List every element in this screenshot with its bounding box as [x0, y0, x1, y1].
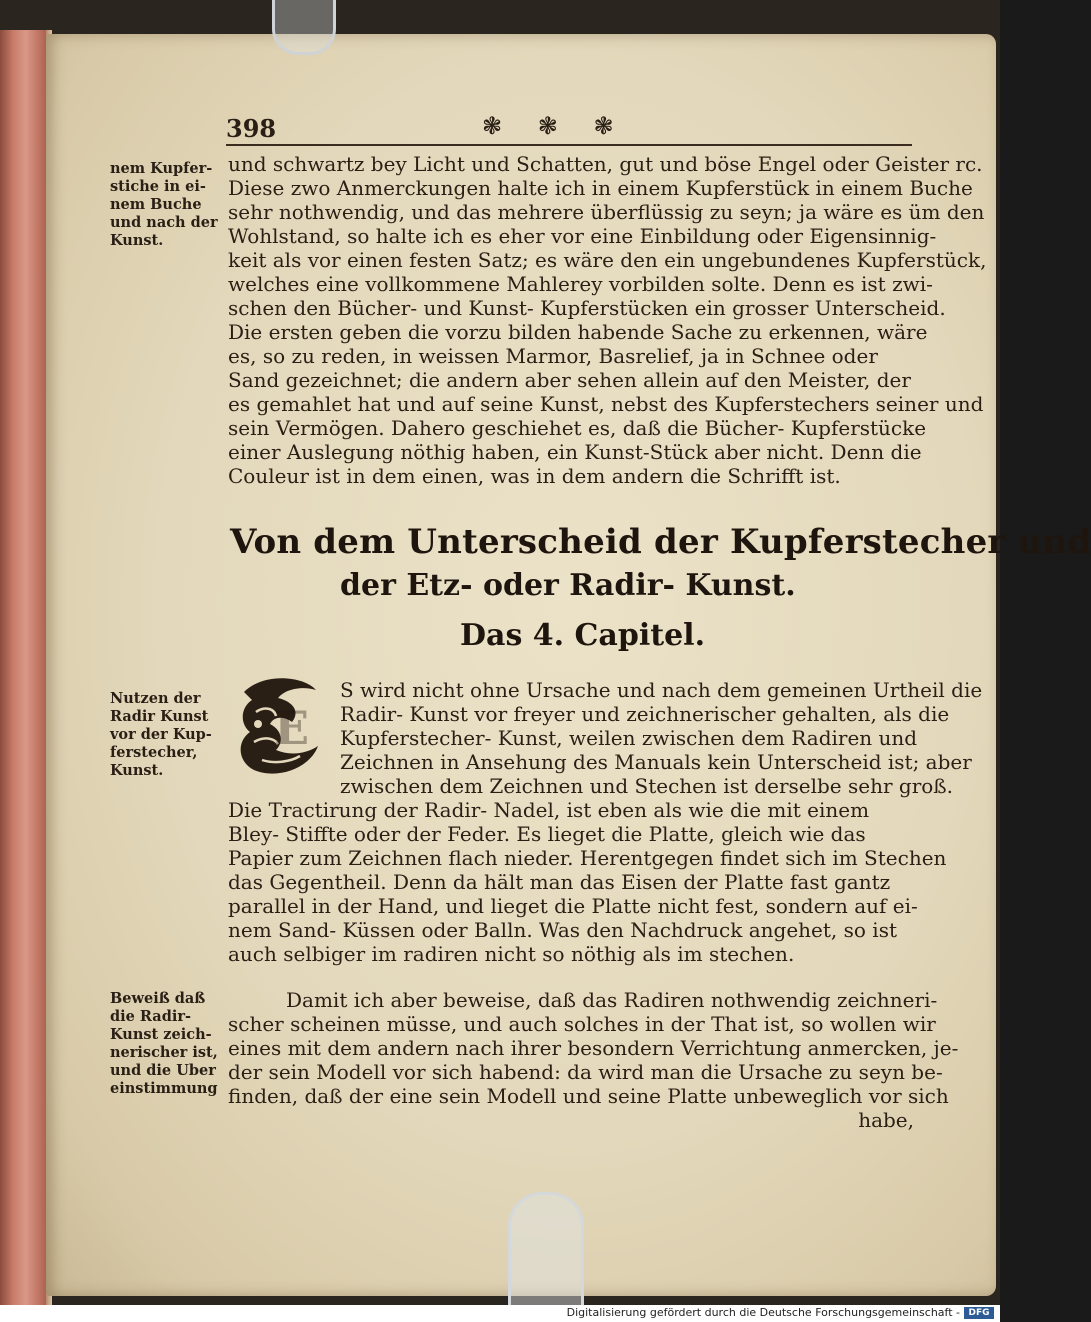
running-header [226, 114, 912, 146]
margin-note-2: Nutzen der Radir Kunst vor der Kup- ferstecher, Kunst. [110, 690, 212, 779]
chapter-heading: Das 4. Capitel. [460, 618, 706, 653]
chapter-title-line-1: Von dem Unterscheid der Kupferstecher und [230, 522, 1091, 562]
dropcap-letter: E [274, 701, 310, 755]
dfg-logo: DFG [964, 1307, 994, 1319]
margin-note-1: nem Kupfer- stiche in ei- nem Buche und nach der Kunst. [110, 160, 218, 249]
chapter-title-line-2: der Etz- oder Radir- Kunst. [340, 568, 796, 603]
page-number: 398 [226, 114, 277, 143]
header-ornament: ❃ ❃ ❃ [482, 112, 628, 140]
digitization-footer [0, 1305, 1000, 1322]
paragraph-2: S wird nicht ohne Ursache und nach dem gemeinen Urtheil die Radir- Kunst vor freyer und zeichnerischer gehalten, als die Kupferstecher- Kunst, weilen zwischen dem Radiren und Zeichnen in Ansehung des Manuals kein Unterscheid ist; aber zwischen dem Zeichnen und Stechen ist derselbe sehr groß. Die Tractirung der Radir- Nadel, ist eben als wie die mit einem Bley- Stiffte oder der Feder. Es lieget die Platte, gleich wie das Papier zum Zeichnen flach nieder. Herentgegen findet sich im Stechen das Gegentheil. Denn da hält man das Eisen der Platte fast gantz parallel in der Hand, und lieget die Platte nicht fest, sondern auf ei- nem Sand- Küssen oder Balln. Was den Nachdruck angehet, so ist auch selbiger im radiren nicht so nöthig als im stechen. [228, 678, 983, 966]
paragraph-1: und schwartz bey Licht und Schatten, gut und böse Engel oder Geister rc. Diese zwo Anmerckungen halte ich in einem Kupferstück in einem Buche sehr nothwendig, und das mehrere überflüssig zu seyn; ja wäre es üm den Wohlstand, so halte ich es eher vor eine Einbildung oder Eigensinnig- keit als vor einen festen Satz; es wäre den ein ungebundenes Kupferstück, welches eine vollkommene Mahlerey vorbilden solte. Denn es ist zwi- schen den Bücher- und Kunst- Kupferstücken ein grosser Unterscheid. Die ersten geben die vorzu bilden habende Sache zu erkennen, wäre es, so zu reden, in weissen Marmor, Basrelief, ja in Schnee oder Sand gezeichnet; die andern aber sehen allein auf den Meister, der es gemahlet hat und auf seine Kunst, nebst des Kupferstechers seiner und sein Vermögen. Dahero geschiehet es, daß die Bücher- Kupferstücke einer Auslegung nöthig haben, ein Kunst-Stück aber nicht. Denn die Couleur ist in dem einen, was in dem andern die Schrifft ist. [228, 152, 987, 488]
page-clip-bottom [508, 1192, 584, 1307]
margin-note-3: Beweiß daß die Radir- Kunst zeich- nerischer ist, und die Uber einstimmung [110, 990, 218, 1097]
footer-credit: Digitalisierung gefördert durch die Deutsche Forschungsgemeinschaft - [566, 1306, 960, 1319]
page-edges [0, 30, 52, 1305]
paragraph-3: Damit ich aber beweise, daß das Radiren nothwendig zeichneri- scher scheinen müsse, und auch solches in der That ist, so wollen wir eines mit dem andern nach ihrer besondern Verrichtung anmercken, je- der sein Modell vor sich habend: da wird man die Ursache zu seyn be- finden, daß der eine sein Modell und seine Platte unbeweglich vor sich habe, [228, 988, 959, 1132]
page-clip-top [272, 0, 336, 55]
